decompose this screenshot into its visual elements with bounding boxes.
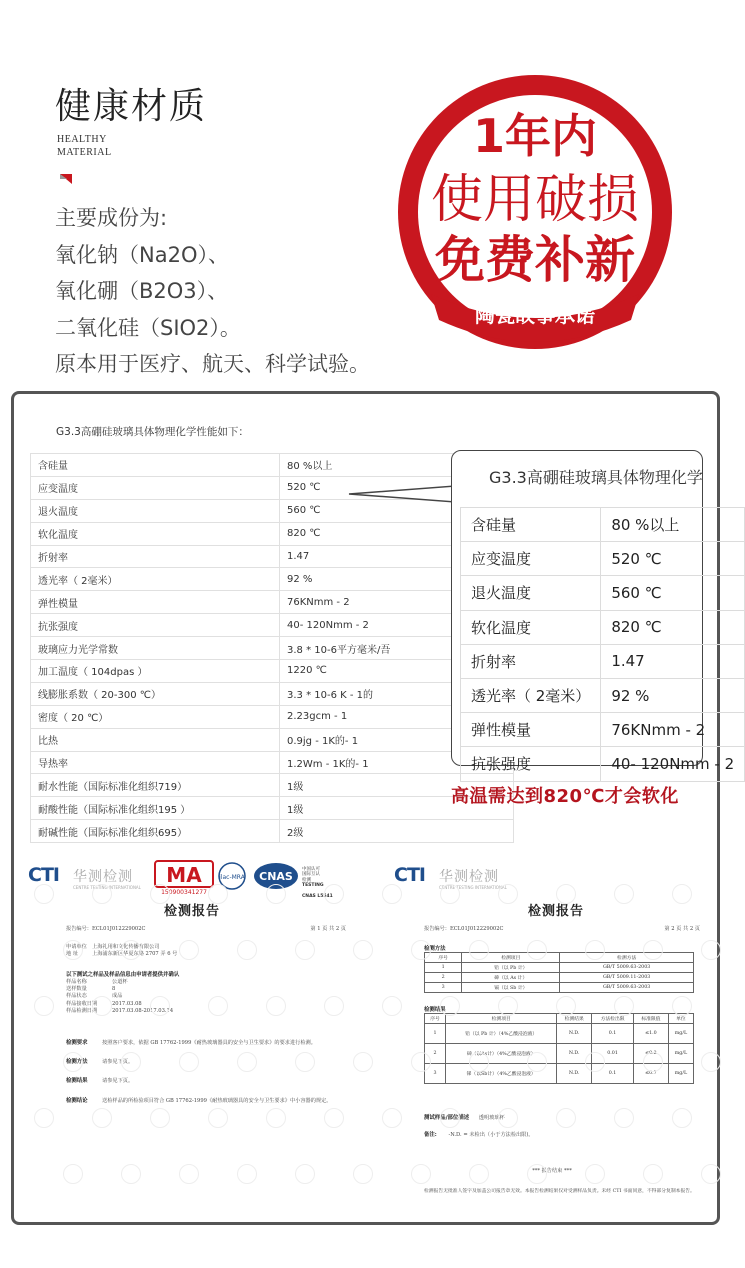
property-row xyxy=(31,797,514,820)
zoom-name: 软化温度 xyxy=(461,610,601,644)
report-1-title: 检测报告 xyxy=(164,904,221,919)
watermark-icon xyxy=(498,996,518,1016)
report-page-1: CTI 华测检测 CENTRE TESTING INTERNATIONAL MA 150900341277 ilac-MRA CNAS 中国认可 国际互认 检测 TESTING CNAS L5541 检测报告 报告编号：ECL01J012229002C 第 1 页 共 2 页 申请单位 上海礼用和文化传播有限公司 地 址 上海浦东新区华夏东路 2707 弄 6 号 以下测试之样品及样品信息由申请者提供并确认 样品名称 公道杯 送样数量 8 样品状态 成品 样品接收日期 2017.03.08 样品检测日期 2017.03.08-2017.03.14 检测要求 按照客户要求，依据 GB 17762-1999《耐热玻璃器具的安全与卫生要求》的要求进行检测。 检测方法 请参见下页。 检测结果 请参见下页。 检测结论 送检样品的所检验项目符合 GB 17762-1999《耐热玻璃器具的安全与卫生要求》中小容器的规定。 xyxy=(26,860,361,1200)
property-row xyxy=(31,820,514,843)
header-cell: 序号 xyxy=(425,953,462,963)
property-value: 92 % xyxy=(280,568,514,591)
zoom-row xyxy=(461,610,745,644)
watermark-icon xyxy=(63,1164,83,1184)
watermark-icon xyxy=(469,1052,489,1072)
table-cell: 1 xyxy=(425,1024,446,1044)
cnas-text: 中国认可 国际互认 检测 TESTING CNAS L5541 xyxy=(302,866,333,899)
property-row xyxy=(31,728,514,751)
property-row xyxy=(31,751,514,774)
property-name: 耐水性能（国际标准化组织719） xyxy=(31,774,280,797)
property-row xyxy=(31,568,514,591)
watermark-icon xyxy=(498,884,518,904)
zoom-name: 含硅量 xyxy=(461,508,601,542)
watermark-icon xyxy=(34,996,54,1016)
watermark-icon xyxy=(440,1108,460,1128)
watermark-icon xyxy=(63,940,83,960)
report-page-2: CTI 华测检测 CENTRE TESTING INTERNATIONAL 检测报告 报告编号：ECL01J012229002C 第 2 页 共 2 页 检测方法 序号 检测项目 检测方法 1 铅（以 Pb 计） GB/T 5009.63-2003 2 砷（以 As 计） GB/T 5009.11-2003 3 镉（以 Sb 计） GB/T 5009.63-2003 检测结果 序号 检测项目 检测结果 方法检出限 标准限值 单位 1 铅（以 Pb 计）（4%乙酸浸泡液） N.D. 0.1 ≤1.0 mg/L 2 砷（以As计）（4%乙酸浸泡液） N.D. 0.01 ≤0.2 mg/L 3 锑（以Sb计）（4%乙酸浸泡液） N.D. 0.1 ≤0.7 mg/L 测试样品/部位描述 透明玻璃杯 备注: -N.D. = 未检出（小于方法检出限)。 *** 报告结束 *** 检测报告无批准人签字及加盖公司报告章无效。本报告检测结果仅对受测样品负责。未经 CTI 书面同意，不得部分复制本报告。 xyxy=(392,860,712,1200)
property-value: 2级 xyxy=(280,820,514,843)
cti-en: CENTRE TESTING INTERNATIONAL xyxy=(439,885,507,890)
table-header xyxy=(425,1014,694,1024)
watermark-icon xyxy=(556,996,576,1016)
property-value: 3.8 * 10-6平方毫米/吾 xyxy=(280,637,514,660)
watermark-icon xyxy=(63,1052,83,1072)
page-subtitle: HEALTHY MATERIAL xyxy=(57,134,112,158)
watermark-icon xyxy=(411,1052,431,1072)
table-cell: mg/L xyxy=(668,1024,693,1044)
watermark-icon xyxy=(208,884,228,904)
watermark-icon xyxy=(411,1164,431,1184)
header-cell: 检测项目 xyxy=(446,1014,557,1024)
property-value: 40- 120Nmm - 2 xyxy=(280,614,514,637)
watermark-icon xyxy=(382,884,402,904)
watermark-icon xyxy=(353,1052,373,1072)
watermark-icon xyxy=(150,1108,170,1128)
property-name: 退火温度 xyxy=(31,499,280,522)
watermark-icon xyxy=(527,1052,547,1072)
property-row xyxy=(31,545,514,568)
zoom-value: 560 ℃ xyxy=(601,576,745,610)
watermark-icon xyxy=(295,1052,315,1072)
property-row xyxy=(31,614,514,637)
table-cell: 镉（以 Sb 计） xyxy=(462,983,560,993)
cti-logo: CTI xyxy=(394,864,425,886)
zoom-name: 弹性模量 xyxy=(461,713,601,747)
report-frame xyxy=(11,391,735,1225)
watermark-icon xyxy=(498,1108,518,1128)
watermark-icon xyxy=(237,1164,257,1184)
property-value: 3.3 * 10-6 K - 1的 xyxy=(280,682,514,705)
property-name: 透光率（ 2毫米） xyxy=(31,568,280,591)
watermark-icon xyxy=(701,1164,721,1184)
intro-line: 二氧化硅（SIO2）。 xyxy=(55,315,241,340)
zoom-value: 40- 120Nmm - 2 xyxy=(601,747,745,781)
zoom-row xyxy=(461,542,745,576)
watermark-icon xyxy=(324,996,344,1016)
corner-mark-icon xyxy=(60,174,72,184)
seal-line2: 使用破损 xyxy=(430,170,640,230)
property-value: 1级 xyxy=(280,774,514,797)
result-table xyxy=(424,1013,694,1084)
intro-line: 氧化硼（B2O3）、 xyxy=(55,279,229,303)
zoom-row xyxy=(461,644,745,678)
watermark-icon xyxy=(34,884,54,904)
report-1-body: 检测要求 按照客户要求，依据 GB 17762-1999《耐热玻璃器具的安全与卫生要求》的要求进行检测。 检测方法 请参见下页。 检测结果 请参见下页。 检测结论 送检样品的所检验项目符合 GB 17762-1999《耐热玻璃器具的安全与卫生要求》中小容器的规定。 xyxy=(66,1040,332,1104)
property-row xyxy=(31,682,514,705)
property-value: 1级 xyxy=(280,797,514,820)
cti-en: CENTRE TESTING INTERNATIONAL xyxy=(73,885,141,890)
table-cell: 锑（以Sb计）（4%乙酸浸泡液） xyxy=(446,1064,557,1084)
table-cell: mg/L xyxy=(668,1064,693,1084)
watermark-icon xyxy=(208,996,228,1016)
watermark-icon xyxy=(237,1052,257,1072)
property-name: 抗张强度 xyxy=(31,614,280,637)
zoom-value: 80 %以上 xyxy=(601,508,745,542)
property-row xyxy=(31,660,514,683)
table-cell: 铅（以 Pb 计） xyxy=(462,963,560,973)
property-value: 820 ℃ xyxy=(280,522,514,545)
watermark-icon xyxy=(643,1164,663,1184)
watermark-icon xyxy=(440,996,460,1016)
zoom-name: 透光率（ 2毫米） xyxy=(461,678,601,712)
property-row xyxy=(31,591,514,614)
watermark-icon xyxy=(585,940,605,960)
header-cell: 方法检出限 xyxy=(592,1014,634,1024)
property-row xyxy=(31,454,514,477)
property-name: 应变温度 xyxy=(31,476,280,499)
zoom-row xyxy=(461,678,745,712)
property-name: 弹性模量 xyxy=(31,591,280,614)
watermark-icon xyxy=(324,884,344,904)
watermark-icon xyxy=(121,1052,141,1072)
zoom-name: 抗张强度 xyxy=(461,747,601,781)
watermark-icon xyxy=(585,1052,605,1072)
property-name: 耐碱性能（国际标准化组织695） xyxy=(31,820,280,843)
header-cell: 标准限值 xyxy=(633,1014,668,1024)
watermark-icon xyxy=(469,940,489,960)
zoom-row xyxy=(461,508,745,542)
property-name: 密度（ 20 ℃） xyxy=(31,705,280,728)
watermark-icon xyxy=(672,1108,692,1128)
table-cell: ≤0.2 xyxy=(633,1044,668,1064)
watermark-icon xyxy=(237,940,257,960)
table-cell: N.D. xyxy=(557,1064,592,1084)
header-cell: 单位 xyxy=(668,1014,693,1024)
watermark-icon xyxy=(382,996,402,1016)
watermark-icon xyxy=(295,940,315,960)
watermark-icon xyxy=(121,940,141,960)
table-cell: ≤0.7 xyxy=(633,1064,668,1084)
zoom-name: 折射率 xyxy=(461,644,601,678)
watermark-icon xyxy=(179,1164,199,1184)
watermark-icon xyxy=(179,1052,199,1072)
property-row xyxy=(31,774,514,797)
zoom-name: 退火温度 xyxy=(461,576,601,610)
header-cell: 序号 xyxy=(425,1014,446,1024)
property-value: 0.9jg - 1K的- 1 xyxy=(280,728,514,751)
property-name: 比热 xyxy=(31,728,280,751)
intro-line: 主要成份为: xyxy=(55,206,168,230)
zoom-row xyxy=(461,713,745,747)
soften-caption: 高温需达到820℃才会软化 xyxy=(451,786,679,807)
zoom-callout xyxy=(451,450,735,774)
watermark-icon xyxy=(266,884,286,904)
property-name: 含硅量 xyxy=(31,454,280,477)
svg-text:MA: MA xyxy=(166,863,202,887)
property-value: 76KNmm - 2 xyxy=(280,591,514,614)
table-cell: 3 xyxy=(425,1064,446,1084)
watermark-icon xyxy=(585,1164,605,1184)
zoom-value: 76KNmm - 2 xyxy=(601,713,745,747)
property-name: 线膨胀系数（ 20-300 ℃） xyxy=(31,682,280,705)
zoom-row xyxy=(461,576,745,610)
table-cell: N.D. xyxy=(557,1024,592,1044)
table-cell: ≤1.0 xyxy=(633,1024,668,1044)
intro-line: 氧化钠（Na2O）、 xyxy=(55,242,229,267)
header-cell: 检测方法 xyxy=(560,953,694,963)
watermark-icon xyxy=(440,884,460,904)
watermark-icon xyxy=(179,940,199,960)
table-cell: GB/T 5009.11-2003 xyxy=(560,973,694,983)
watermark-icon xyxy=(150,996,170,1016)
property-row xyxy=(31,705,514,728)
property-value: 560 ℃ xyxy=(280,499,514,522)
watermark-icon xyxy=(92,996,112,1016)
zoom-value: 820 ℃ xyxy=(601,610,745,644)
watermark-icon xyxy=(92,884,112,904)
table-cell: 1 xyxy=(425,963,462,973)
table-row xyxy=(425,963,694,973)
watermark-icon xyxy=(150,884,170,904)
header-cell: 检测结果 xyxy=(557,1014,592,1024)
watermark-icon xyxy=(121,1164,141,1184)
watermark-icon xyxy=(527,1164,547,1184)
property-name: 加工温度（ 104dpas ） xyxy=(31,660,280,683)
watermark-icon xyxy=(34,1108,54,1128)
zoom-table xyxy=(460,507,745,782)
watermark-icon xyxy=(324,1108,344,1128)
property-value: 1.47 xyxy=(280,545,514,568)
report-2-title: 检测报告 xyxy=(528,904,585,919)
properties-title: G3.3高硼硅玻璃具体物理化学性能如下： xyxy=(56,426,249,438)
watermark-icon xyxy=(411,940,431,960)
material-intro xyxy=(55,200,370,383)
seal-ribbon: 陶瓷故事承诺 xyxy=(475,303,595,327)
guarantee-seal xyxy=(395,72,675,352)
zoom-value: 520 ℃ xyxy=(601,542,745,576)
table-cell: 铅（以 Pb 计）（4%乙酸浸泡液） xyxy=(446,1024,557,1044)
property-value: 1220 ℃ xyxy=(280,660,514,683)
watermark-icon xyxy=(701,940,721,960)
table-row xyxy=(425,1024,694,1044)
watermark-icon xyxy=(643,940,663,960)
header-cell: 检测项目 xyxy=(462,953,560,963)
property-name: 软化温度 xyxy=(31,522,280,545)
svg-text:ilac-MRA: ilac-MRA xyxy=(219,874,245,881)
table-cell: GB/T 5009.63-2003 xyxy=(560,963,694,973)
property-name: 耐酸性能（国际标准化组织195 ） xyxy=(31,797,280,820)
table-cell: 0.1 xyxy=(592,1024,634,1044)
property-row xyxy=(31,637,514,660)
watermark-icon xyxy=(672,996,692,1016)
property-value: 1.2Wm - 1K的- 1 xyxy=(280,751,514,774)
report-1-logos xyxy=(26,860,356,899)
table-cell: 砷（以As计）（4%乙酸浸泡液） xyxy=(446,1044,557,1064)
property-value: 80 %以上 xyxy=(280,454,514,477)
watermark-icon xyxy=(614,884,634,904)
table-cell: mg/L xyxy=(668,1044,693,1064)
watermark-icon xyxy=(382,1108,402,1128)
table-cell: GB/T 5009.63-2003 xyxy=(560,983,694,993)
zoom-name: 应变温度 xyxy=(461,542,601,576)
watermark-icon xyxy=(672,884,692,904)
table-cell: 砷（以 As 计） xyxy=(462,973,560,983)
applicant-block: 申请单位 上海礼用和文化传播有限公司 地 址 上海浦东新区华夏东路 2707 弄 6 号 xyxy=(66,944,178,958)
property-value: 520 ℃ xyxy=(280,476,514,499)
zoom-value: 92 % xyxy=(601,678,745,712)
watermark-icon xyxy=(643,1052,663,1072)
cti-cn: 华测检测 xyxy=(439,869,499,885)
table-row xyxy=(425,973,694,983)
watermark-icon xyxy=(701,1052,721,1072)
watermark-icon xyxy=(527,940,547,960)
properties-table xyxy=(30,453,514,843)
zoom-row xyxy=(461,747,745,781)
zoom-title: G3.3高硼硅玻璃具体物理化学 xyxy=(489,468,703,487)
page-title: 健康材质 xyxy=(55,86,208,127)
watermark-icon xyxy=(353,1164,373,1184)
table-cell: 0.1 xyxy=(592,1064,634,1084)
table-cell: 2 xyxy=(425,1044,446,1064)
svg-text:150900341277: 150900341277 xyxy=(161,889,207,896)
zoom-value: 1.47 xyxy=(601,644,745,678)
watermark-icon xyxy=(353,940,373,960)
watermark-icon xyxy=(266,1108,286,1128)
watermark-icon xyxy=(469,1164,489,1184)
watermark-icon xyxy=(614,996,634,1016)
callout-pointer xyxy=(349,484,459,504)
seal-line1: 1年内 xyxy=(472,109,598,163)
watermark-icon xyxy=(92,1108,112,1128)
watermark-icon xyxy=(556,1108,576,1128)
seal-line3: 免费补新 xyxy=(435,231,635,289)
property-name: 折射率 xyxy=(31,545,280,568)
watermark-icon xyxy=(556,884,576,904)
cti-cn: 华测检测 xyxy=(73,869,133,885)
svg-text:CNAS: CNAS xyxy=(259,870,293,883)
intro-line: 原本用于医疗、航天、科学试验。 xyxy=(55,352,370,376)
table-row xyxy=(425,983,694,993)
sample-fields: 样品名称 公道杯 送样数量 8 样品状态 成品 样品接收日期 2017.03.08 样品检测日期 2017.03.08-2017.03.14 xyxy=(66,979,174,1014)
table-cell: 0.01 xyxy=(592,1044,634,1064)
property-name: 玻璃应力光学常数 xyxy=(31,637,280,660)
watermark-icon xyxy=(208,1108,228,1128)
table-cell: 2 xyxy=(425,973,462,983)
property-name: 导热率 xyxy=(31,751,280,774)
table-cell: 3 xyxy=(425,983,462,993)
watermark-icon xyxy=(614,1108,634,1128)
table-cell: N.D. xyxy=(557,1044,592,1064)
cti-logo: CTI xyxy=(28,864,59,886)
watermark-icon xyxy=(266,996,286,1016)
watermark-icon xyxy=(295,1164,315,1184)
property-row xyxy=(31,522,514,545)
property-value: 2.23gcm - 1 xyxy=(280,705,514,728)
